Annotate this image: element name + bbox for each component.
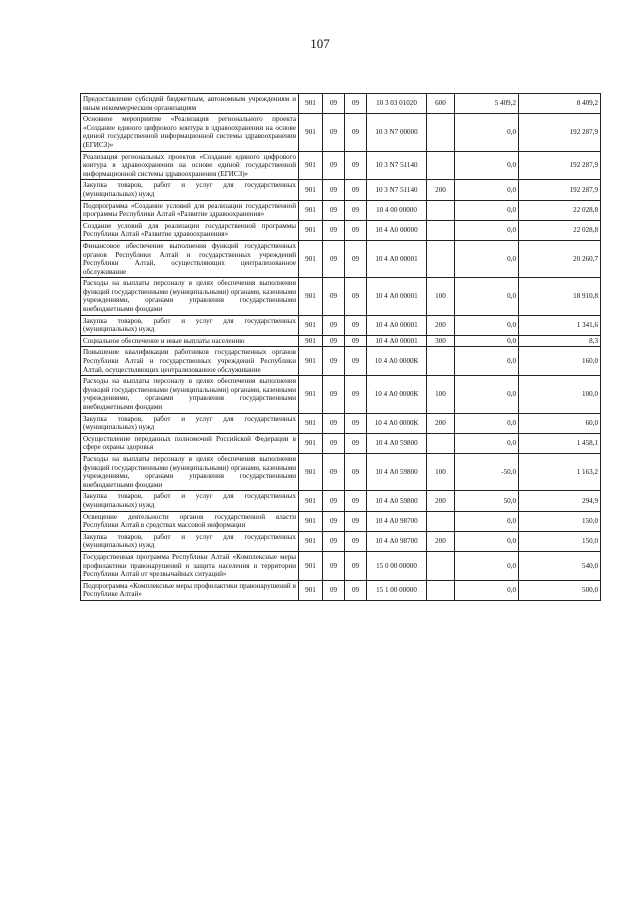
- row-name: Закупка товаров, работ и услуг для государственных (муниципальных) нужд: [81, 491, 299, 511]
- row-admin-code: 901: [299, 114, 323, 151]
- row-subsection-code: 09: [345, 453, 367, 490]
- row-total-amount: 22 028,8: [519, 200, 601, 220]
- row-subsection-code: 09: [345, 433, 367, 453]
- row-target-code: 10 4 А0 00001: [367, 278, 427, 315]
- row-section-code: 09: [323, 200, 345, 220]
- row-target-code: 10 4 А0 0000К: [367, 376, 427, 413]
- row-total-amount: 150,0: [519, 531, 601, 551]
- table-row: [81, 376, 601, 413]
- row-subsection-code: 09: [345, 413, 367, 433]
- row-total-amount: 18 910,8: [519, 278, 601, 315]
- row-expense-type: [427, 220, 455, 240]
- budget-table: [80, 93, 601, 601]
- row-name: Закупка товаров, работ и услуг для государственных (муниципальных) нужд: [81, 315, 299, 335]
- row-name: Освещение деятельности органов государственной власти Республики Алтай в средствах массовой информации: [81, 511, 299, 531]
- row-target-code: 10 3 03 01020: [367, 94, 427, 114]
- row-admin-code: 901: [299, 376, 323, 413]
- row-target-code: 15 0 00 00000: [367, 551, 427, 580]
- row-subsection-code: 09: [345, 200, 367, 220]
- row-name: Создание условий для реализации государственной программы Республики Алтай «Развитие здравоохранения»: [81, 220, 299, 240]
- table-row: [81, 453, 601, 490]
- row-expense-type: [427, 551, 455, 580]
- row-total-amount: 192 287,9: [519, 180, 601, 200]
- row-name: Закупка товаров, работ и услуг для государственных (муниципальных) нужд: [81, 531, 299, 551]
- row-expense-type: [427, 580, 455, 600]
- row-admin-code: 901: [299, 278, 323, 315]
- row-subsection-code: 09: [345, 278, 367, 315]
- row-target-code: 10 4 А0 00001: [367, 240, 427, 277]
- row-admin-code: 901: [299, 335, 323, 347]
- row-section-code: 09: [323, 531, 345, 551]
- row-target-code: 10 4 А0 59800: [367, 433, 427, 453]
- row-total-amount: 540,0: [519, 551, 601, 580]
- row-expense-type: 100: [427, 453, 455, 490]
- table-row: [81, 240, 601, 277]
- row-target-code: 10 4 А0 59800: [367, 453, 427, 490]
- row-admin-code: 901: [299, 433, 323, 453]
- row-admin-code: 901: [299, 531, 323, 551]
- table-row: [81, 94, 601, 114]
- row-expense-type: 200: [427, 531, 455, 551]
- row-change-amount: 0,0: [455, 580, 519, 600]
- row-section-code: 09: [323, 551, 345, 580]
- row-change-amount: 0,0: [455, 413, 519, 433]
- row-change-amount: 0,0: [455, 240, 519, 277]
- row-expense-type: 200: [427, 180, 455, 200]
- row-change-amount: 0,0: [455, 433, 519, 453]
- row-total-amount: 22 028,8: [519, 220, 601, 240]
- row-subsection-code: 09: [345, 491, 367, 511]
- row-expense-type: 200: [427, 413, 455, 433]
- row-section-code: 09: [323, 491, 345, 511]
- row-name: Реализация региональных проектов «Создание единого цифрового контура в здравоохранении на основе единой государственной информационной системы здравоохранения (ЕГИСЗ)»: [81, 151, 299, 180]
- row-subsection-code: 09: [345, 551, 367, 580]
- row-expense-type: 300: [427, 335, 455, 347]
- row-target-code: 10 3 N7 51140: [367, 180, 427, 200]
- row-expense-type: 600: [427, 94, 455, 114]
- budget-table-body: [81, 94, 601, 601]
- row-expense-type: [427, 347, 455, 376]
- row-section-code: 09: [323, 580, 345, 600]
- row-admin-code: 901: [299, 491, 323, 511]
- row-section-code: 09: [323, 94, 345, 114]
- table-row: [81, 433, 601, 453]
- row-total-amount: 192 287,9: [519, 114, 601, 151]
- row-name: Расходы на выплаты персоналу в целях обеспечения выполнения функций государственными (муниципальными) органами, казенными учреждениями, органами управления государственными внебюджетными фондами: [81, 278, 299, 315]
- table-row: [81, 278, 601, 315]
- row-change-amount: 0,0: [455, 278, 519, 315]
- row-admin-code: 901: [299, 180, 323, 200]
- row-admin-code: 901: [299, 220, 323, 240]
- row-total-amount: 160,0: [519, 347, 601, 376]
- row-expense-type: 200: [427, 315, 455, 335]
- row-total-amount: 1 163,2: [519, 453, 601, 490]
- row-target-code: 10 4 А0 0000К: [367, 347, 427, 376]
- row-name: Закупка товаров, работ и услуг для государственных (муниципальных) нужд: [81, 180, 299, 200]
- row-change-amount: 5 409,2: [455, 94, 519, 114]
- row-change-amount: 0,0: [455, 531, 519, 551]
- row-section-code: 09: [323, 220, 345, 240]
- row-change-amount: 0,0: [455, 551, 519, 580]
- table-row: [81, 220, 601, 240]
- row-target-code: 10 4 А0 00000: [367, 220, 427, 240]
- table-row: [81, 114, 601, 151]
- row-name: Государственная программа Республики Алтай «Комплексные меры профилактики правонарушений и защита населения и территории Республики Алтай от чрезвычайных ситуаций»: [81, 551, 299, 580]
- row-admin-code: 901: [299, 200, 323, 220]
- row-change-amount: 50,0: [455, 491, 519, 511]
- row-total-amount: 20 260,7: [519, 240, 601, 277]
- row-subsection-code: 09: [345, 180, 367, 200]
- row-change-amount: 0,0: [455, 347, 519, 376]
- row-target-code: 10 4 00 00000: [367, 200, 427, 220]
- row-expense-type: [427, 433, 455, 453]
- table-row: [81, 335, 601, 347]
- row-expense-type: [427, 240, 455, 277]
- row-total-amount: 8,3: [519, 335, 601, 347]
- table-row: [81, 347, 601, 376]
- row-name: Расходы на выплаты персоналу в целях обеспечения выполнения функций государственными (муниципальными) органами, казенными учреждениями, органами управления государственными внебюджетными фондами: [81, 376, 299, 413]
- row-admin-code: 901: [299, 94, 323, 114]
- row-section-code: 09: [323, 335, 345, 347]
- row-admin-code: 901: [299, 511, 323, 531]
- table-row: [81, 315, 601, 335]
- row-section-code: 09: [323, 511, 345, 531]
- row-subsection-code: 09: [345, 511, 367, 531]
- row-subsection-code: 09: [345, 531, 367, 551]
- row-change-amount: 0,0: [455, 151, 519, 180]
- row-section-code: 09: [323, 433, 345, 453]
- row-target-code: 10 4 А0 0000К: [367, 413, 427, 433]
- row-target-code: 10 3 N7 00000: [367, 114, 427, 151]
- table-row: [81, 200, 601, 220]
- row-admin-code: 901: [299, 315, 323, 335]
- row-admin-code: 901: [299, 347, 323, 376]
- row-subsection-code: 09: [345, 376, 367, 413]
- row-expense-type: [427, 200, 455, 220]
- row-admin-code: 901: [299, 413, 323, 433]
- row-total-amount: 60,0: [519, 413, 601, 433]
- row-expense-type: [427, 511, 455, 531]
- row-section-code: 09: [323, 413, 345, 433]
- row-change-amount: 0,0: [455, 220, 519, 240]
- row-target-code: 10 4 А0 59800: [367, 491, 427, 511]
- row-total-amount: 8 409,2: [519, 94, 601, 114]
- table-row: [81, 151, 601, 180]
- table-row: [81, 413, 601, 433]
- row-total-amount: 1 341,6: [519, 315, 601, 335]
- row-change-amount: 0,0: [455, 114, 519, 151]
- row-target-code: 10 4 А0 00001: [367, 335, 427, 347]
- page-number: 107: [310, 36, 330, 51]
- row-target-code: 10 3 N7 51140: [367, 151, 427, 180]
- row-section-code: 09: [323, 278, 345, 315]
- row-total-amount: 100,0: [519, 376, 601, 413]
- row-target-code: 10 4 А0 00001: [367, 315, 427, 335]
- row-admin-code: 901: [299, 551, 323, 580]
- row-expense-type: 100: [427, 376, 455, 413]
- row-name: Подпрограмма «Создание условий для реализации государственной программы Республики Алтай «Развитие здравоохранения»: [81, 200, 299, 220]
- row-section-code: 09: [323, 114, 345, 151]
- row-subsection-code: 09: [345, 151, 367, 180]
- row-name: Основное мероприятие «Реализация регионального проекта «Создание единого цифрового контура в здравоохранении на основе единой государственной информационной системы здравоохранения (ЕГИСЗ)»: [81, 114, 299, 151]
- row-section-code: 09: [323, 180, 345, 200]
- row-expense-type: [427, 151, 455, 180]
- row-target-code: 10 4 А0 98700: [367, 511, 427, 531]
- row-admin-code: 901: [299, 151, 323, 180]
- row-name: Подпрограмма «Комплексные меры профилактики правонарушений в Республике Алтай»: [81, 580, 299, 600]
- row-admin-code: 901: [299, 453, 323, 490]
- row-section-code: 09: [323, 347, 345, 376]
- table-row: [81, 580, 601, 600]
- row-change-amount: 0,0: [455, 376, 519, 413]
- row-name: Предоставление субсидий бюджетным, автономным учреждениям и иным некоммерческим организациям: [81, 94, 299, 114]
- row-name: Финансовое обеспечение выполнения функций государственных органов Республики Алтай и государственных учреждений Республики Алтай, осуществляющих централизованное обслуживание: [81, 240, 299, 277]
- row-section-code: 09: [323, 315, 345, 335]
- row-section-code: 09: [323, 151, 345, 180]
- row-total-amount: 192 287,9: [519, 151, 601, 180]
- table-row: [81, 491, 601, 511]
- row-change-amount: 0,0: [455, 200, 519, 220]
- row-admin-code: 901: [299, 580, 323, 600]
- row-subsection-code: 09: [345, 347, 367, 376]
- row-change-amount: -50,0: [455, 453, 519, 490]
- row-name: Расходы на выплаты персоналу в целях обеспечения выполнения функций государственными (муниципальными) органами, казенными учреждениями, органами управления государственными внебюджетными фондами: [81, 453, 299, 490]
- row-name: Осуществление переданных полномочий Российской Федерации в сфере охраны здоровья: [81, 433, 299, 453]
- row-total-amount: 150,0: [519, 511, 601, 531]
- table-row: [81, 551, 601, 580]
- row-target-code: 10 4 А0 98700: [367, 531, 427, 551]
- row-expense-type: [427, 114, 455, 151]
- row-subsection-code: 09: [345, 114, 367, 151]
- row-total-amount: 294,9: [519, 491, 601, 511]
- row-change-amount: 0,0: [455, 180, 519, 200]
- row-total-amount: 500,0: [519, 580, 601, 600]
- row-admin-code: 901: [299, 240, 323, 277]
- row-subsection-code: 09: [345, 94, 367, 114]
- row-change-amount: 0,0: [455, 511, 519, 531]
- row-name: Социальное обеспечение и иные выплаты населению: [81, 335, 299, 347]
- row-change-amount: 0,0: [455, 315, 519, 335]
- row-section-code: 09: [323, 453, 345, 490]
- row-expense-type: 200: [427, 491, 455, 511]
- row-name: Повышение квалификации работников государственных органов Республики Алтай и государственных учреждений Республики Алтай, осуществляющих централизованное обслуживание: [81, 347, 299, 376]
- row-subsection-code: 09: [345, 315, 367, 335]
- row-change-amount: 0,0: [455, 335, 519, 347]
- row-subsection-code: 09: [345, 580, 367, 600]
- table-row: [81, 531, 601, 551]
- table-row: [81, 511, 601, 531]
- row-target-code: 15 1 00 00000: [367, 580, 427, 600]
- row-name: Закупка товаров, работ и услуг для государственных (муниципальных) нужд: [81, 413, 299, 433]
- row-section-code: 09: [323, 240, 345, 277]
- row-subsection-code: 09: [345, 240, 367, 277]
- row-section-code: 09: [323, 376, 345, 413]
- row-subsection-code: 09: [345, 335, 367, 347]
- row-expense-type: 100: [427, 278, 455, 315]
- table-row: [81, 180, 601, 200]
- row-total-amount: 1 458,1: [519, 433, 601, 453]
- row-subsection-code: 09: [345, 220, 367, 240]
